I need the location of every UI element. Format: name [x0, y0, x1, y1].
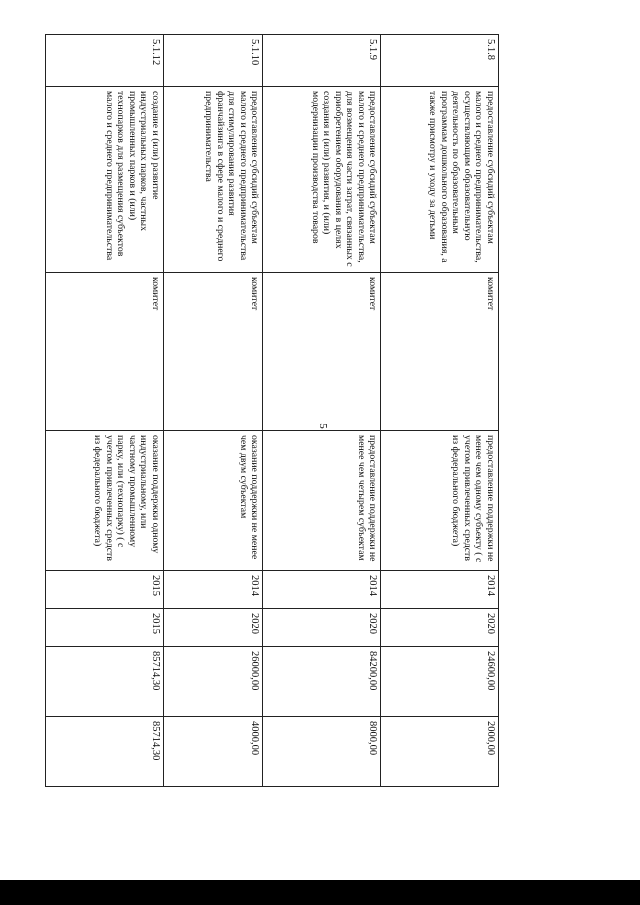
- row-executor: комитет: [263, 273, 381, 431]
- row-id: 5.1.10: [163, 35, 263, 87]
- row-extra: 2000,00: [381, 717, 499, 787]
- row-description: предоставление субсидий субъектам малого и среднего предпринимательства, для возмещения части затрат, связанных с приобретением оборудования в целях создания и (или) развития, и (или) модернизации производства товаров: [263, 87, 381, 273]
- table-row: [46, 35, 164, 787]
- table-row: [163, 35, 263, 787]
- row-id: 5.1.12: [46, 35, 164, 87]
- row-total: 84200,00: [263, 647, 381, 717]
- scan-bottom-bar: [0, 880, 640, 905]
- program-measures-table: [45, 34, 499, 787]
- row-result: предоставление поддержки не менее чем четырем субъектам: [263, 431, 381, 571]
- row-description: создание и (или) развитие индустриальных парков, частных промышленных парков и (или) технопарков для размещения субъектов малого и среднего предпринимательства: [46, 87, 164, 273]
- row-result: оказание поддержки не менее чем двум субъектам: [163, 431, 263, 571]
- row-extra: 8000,00: [263, 717, 381, 787]
- row-extra: 85714,30: [46, 717, 164, 787]
- row-executor: комитет: [46, 273, 164, 431]
- row-total: 24600,00: [381, 647, 499, 717]
- row-executor: комитет: [381, 273, 499, 431]
- row-description: предоставление субсидий субъектам малого и среднего предпринимательства, осуществляющим образовательную деятельность по образовательным программам дошкольного образования, а также присмотру и уходу за детьми: [381, 87, 499, 273]
- rotated-table-container: [45, 34, 499, 786]
- row-description: предоставление субсидий субъектам малого и среднего предпринимательства для стимулирования развития франчайзинга в сфере малого и среднего предпринимательства: [163, 87, 263, 273]
- row-year-start: 2014: [163, 571, 263, 609]
- row-year-end: 2020: [263, 609, 381, 647]
- row-total: 26000,00: [163, 647, 263, 717]
- row-year-end: 2020: [163, 609, 263, 647]
- row-result: оказание поддержки одному индустриальному, или частному промышленному парку, или (технопарку) ( с учетом привлеченных средств из федерального бюджета): [46, 431, 164, 571]
- table-row: [381, 35, 499, 787]
- row-year-end: 2015: [46, 609, 164, 647]
- row-year-end: 2020: [381, 609, 499, 647]
- page-number: 5: [317, 423, 329, 429]
- row-year-start: 2014: [381, 571, 499, 609]
- row-year-start: 2014: [263, 571, 381, 609]
- row-extra: 4000,00: [163, 717, 263, 787]
- row-executor: комитет: [163, 273, 263, 431]
- row-total: 85714,30: [46, 647, 164, 717]
- row-id: 5.1.9: [263, 35, 381, 87]
- row-id: 5.1.8: [381, 35, 499, 87]
- row-year-start: 2015: [46, 571, 164, 609]
- row-result: предоставление поддержки не менее чем одному субъекту ( с учетом привлеченных средств из федерального бюджета): [381, 431, 499, 571]
- table-row: [263, 35, 381, 787]
